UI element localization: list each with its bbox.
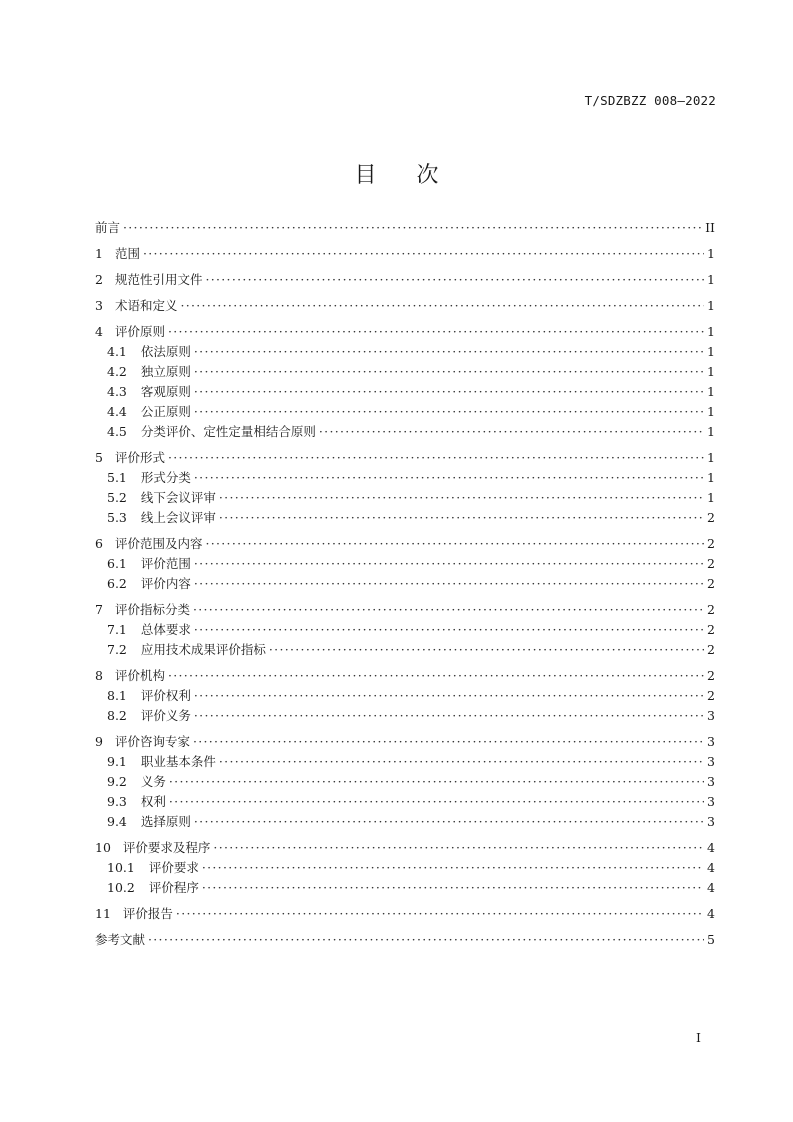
toc-entry[interactable] (95, 382, 715, 402)
toc-entry-number: 9.3 (107, 794, 127, 809)
toc-entry-page: 1 (707, 384, 715, 399)
toc-entry-label: 评价咨询专家 (114, 734, 190, 749)
toc-entry-label: 形式分类 (140, 470, 191, 485)
toc-dot-leader (194, 342, 704, 362)
toc-entry-page: 1 (707, 324, 715, 339)
toc-entry-page: 2 (707, 622, 715, 637)
toc-dot-leader (180, 296, 704, 316)
toc-entry-page: 1 (707, 404, 715, 419)
toc-entry-number: 7 (95, 602, 103, 617)
toc-entry-number: 5.2 (107, 490, 127, 505)
toc-entry-label: 评价范围及内容 (114, 536, 203, 551)
toc-entry-page: 2 (707, 576, 715, 591)
toc-entry[interactable] (95, 362, 715, 382)
toc-dot-leader (194, 574, 704, 594)
toc-entry[interactable] (95, 402, 715, 422)
toc-dot-leader (176, 904, 704, 924)
toc-entry-page: 2 (707, 510, 715, 525)
toc-entry-page: 3 (707, 794, 715, 809)
toc-entry-number: 8.2 (107, 708, 127, 723)
toc-entry-page: II (705, 220, 715, 235)
toc-entry-label: 范围 (114, 246, 140, 261)
toc-entry[interactable] (95, 640, 715, 660)
toc-entry-number: 6 (95, 536, 103, 551)
toc-entry-number: 4.3 (107, 384, 127, 399)
toc-dot-leader (168, 666, 704, 686)
toc-entry-number: 8 (95, 668, 103, 683)
toc-entry-page: 2 (707, 642, 715, 657)
toc-entry-label: 评价义务 (140, 708, 191, 723)
toc-entry[interactable] (95, 878, 715, 898)
toc-entry-page: 2 (707, 688, 715, 703)
toc-entry-label: 权利 (140, 794, 166, 809)
toc-entry-label: 评价权利 (140, 688, 191, 703)
toc-entry-number: 8.1 (107, 688, 127, 703)
toc-entry[interactable] (95, 218, 715, 238)
toc-dot-leader (194, 382, 704, 402)
toc-entry-label: 公正原则 (140, 404, 191, 419)
toc-entry[interactable] (95, 342, 715, 362)
toc-entry-label: 术语和定义 (114, 298, 178, 313)
toc-entry-page: 1 (707, 490, 715, 505)
toc-entry[interactable] (95, 666, 715, 686)
toc-entry[interactable] (95, 904, 715, 924)
toc-entry[interactable] (95, 752, 715, 772)
toc-entry[interactable] (95, 422, 715, 442)
toc-entry-label: 规范性引用文件 (114, 272, 203, 287)
toc-entry-number: 4.4 (107, 404, 127, 419)
toc-dot-leader (269, 640, 704, 660)
toc-entry-number: 10.2 (107, 880, 135, 895)
toc-entry-label: 评价程序 (148, 880, 199, 895)
toc-dot-leader (194, 554, 704, 574)
toc-dot-leader (319, 422, 704, 442)
toc-entry[interactable] (95, 812, 715, 832)
toc-entry[interactable] (95, 322, 715, 342)
toc-entry-number: 5 (95, 450, 103, 465)
toc-entry[interactable] (95, 244, 715, 264)
toc-dot-leader (168, 448, 704, 468)
toc-entry[interactable] (95, 534, 715, 554)
toc-entry-page: 1 (707, 344, 715, 359)
toc-entry-label: 评价内容 (140, 576, 191, 591)
toc-entry-label: 义务 (140, 774, 166, 789)
toc-entry-label: 应用技术成果评价指标 (140, 642, 266, 657)
toc-entry[interactable] (95, 574, 715, 594)
toc-entry[interactable] (95, 838, 715, 858)
toc-entry-label: 职业基本条件 (140, 754, 216, 769)
toc-entry-label: 前言 (95, 220, 121, 235)
toc-entry-page: 2 (707, 668, 715, 683)
toc-entry-number: 4.2 (107, 364, 127, 379)
toc-entry-page: 3 (707, 734, 715, 749)
toc-entry-page: 2 (707, 602, 715, 617)
toc-entry-number: 7.2 (107, 642, 127, 657)
toc-entry[interactable] (95, 488, 715, 508)
toc-entry-number: 4.1 (107, 344, 127, 359)
toc-entry-page: 1 (707, 298, 715, 313)
toc-entry[interactable] (95, 448, 715, 468)
toc-entry[interactable] (95, 772, 715, 792)
toc-entry-page: 5 (707, 932, 715, 947)
toc-entry-label: 评价范围 (140, 556, 191, 571)
toc-entry[interactable] (95, 792, 715, 812)
toc-entry[interactable] (95, 706, 715, 726)
page-number: I (696, 1030, 701, 1045)
toc-dot-leader (169, 772, 704, 792)
toc-dot-leader (193, 732, 704, 752)
toc-entry-label: 评价原则 (114, 324, 165, 339)
toc-entry-number: 9.1 (107, 754, 127, 769)
toc-dot-leader (202, 878, 704, 898)
toc-entry-number: 10 (95, 840, 111, 855)
toc-dot-leader (148, 930, 704, 950)
toc-entry[interactable] (95, 508, 715, 528)
toc-entry[interactable] (95, 554, 715, 574)
toc-entry-page: 1 (707, 424, 715, 439)
toc-entry-page: 1 (707, 470, 715, 485)
toc-dot-leader (123, 218, 702, 238)
toc-dot-leader (143, 244, 704, 264)
toc-dot-leader (202, 858, 704, 878)
toc-entry-label: 客观原则 (140, 384, 191, 399)
toc-entry-number: 1 (95, 246, 103, 261)
toc-entry-page: 2 (707, 556, 715, 571)
toc-entry[interactable] (95, 468, 715, 488)
toc-entry-label: 评价形式 (114, 450, 165, 465)
toc-dot-leader (194, 686, 704, 706)
toc-entry-page: 1 (707, 364, 715, 379)
toc-entry-number: 6.2 (107, 576, 127, 591)
toc-dot-leader (168, 322, 704, 342)
toc-entry-number: 9 (95, 734, 103, 749)
toc-dot-leader (219, 508, 704, 528)
toc-entry-page: 1 (707, 246, 715, 261)
toc-entry-label: 依法原则 (140, 344, 191, 359)
toc-entry-number: 9.2 (107, 774, 127, 789)
toc-entry-page: 4 (707, 880, 715, 895)
toc-entry-label: 独立原则 (140, 364, 191, 379)
toc-entry-label: 线下会议评审 (140, 490, 216, 505)
toc-entry-page: 4 (707, 860, 715, 875)
toc-entry-number: 2 (95, 272, 103, 287)
toc-entry[interactable] (95, 270, 715, 290)
toc-entry-page: 3 (707, 754, 715, 769)
toc-entry-number: 4 (95, 324, 103, 339)
toc-entry-number: 5.1 (107, 470, 127, 485)
toc-entry[interactable] (95, 600, 715, 620)
toc-entry-page: 2 (707, 536, 715, 551)
toc-entry-page: 1 (707, 450, 715, 465)
toc-dot-leader (194, 620, 704, 640)
toc-entry-number: 9.4 (107, 814, 127, 829)
toc-entry-label: 参考文献 (95, 932, 146, 947)
toc-dot-leader (219, 488, 704, 508)
toc-dot-leader (194, 706, 704, 726)
toc-entry-label: 评价机构 (114, 668, 165, 683)
toc-entry-number: 3 (95, 298, 103, 313)
toc-entry-label: 评价报告 (122, 906, 173, 921)
toc-entry-page: 3 (707, 774, 715, 789)
toc-entry-label: 线上会议评审 (140, 510, 216, 525)
toc-dot-leader (219, 752, 704, 772)
toc-entry-label: 评价要求及程序 (122, 840, 211, 855)
toc-dot-leader (194, 812, 704, 832)
toc-dot-leader (194, 468, 704, 488)
toc-entry-label: 评价要求 (148, 860, 199, 875)
toc-dot-leader (213, 838, 704, 858)
toc-dot-leader (205, 534, 704, 554)
toc-entry-page: 1 (707, 272, 715, 287)
toc-entry[interactable] (95, 858, 715, 878)
toc-entry-number: 10.1 (107, 860, 135, 875)
toc-entry-page: 3 (707, 708, 715, 723)
toc-entry-number: 11 (95, 906, 111, 921)
table-of-contents (95, 218, 715, 950)
toc-entry-label: 总体要求 (140, 622, 191, 637)
toc-dot-leader (194, 402, 704, 422)
toc-entry[interactable] (95, 732, 715, 752)
toc-entry[interactable] (95, 620, 715, 640)
toc-entry-number: 6.1 (107, 556, 127, 571)
toc-entry-page: 4 (707, 840, 715, 855)
toc-entry-page: 4 (707, 906, 715, 921)
toc-entry-number: 4.5 (107, 424, 127, 439)
toc-dot-leader (193, 600, 704, 620)
toc-entry[interactable] (95, 296, 715, 316)
toc-entry-page: 3 (707, 814, 715, 829)
toc-entry[interactable] (95, 930, 715, 950)
toc-entry[interactable] (95, 686, 715, 706)
toc-dot-leader (169, 792, 704, 812)
toc-entry-number: 7.1 (107, 622, 127, 637)
toc-entry-label: 评价指标分类 (114, 602, 190, 617)
toc-entry-number: 5.3 (107, 510, 127, 525)
toc-dot-leader (194, 362, 704, 382)
document-code: T/SDZBZZ 008—2022 (584, 93, 716, 108)
toc-dot-leader (205, 270, 704, 290)
toc-entry-label: 选择原则 (140, 814, 191, 829)
page-title: 目次 (354, 163, 479, 188)
toc-entry-label: 分类评价、定性定量相结合原则 (140, 424, 316, 439)
